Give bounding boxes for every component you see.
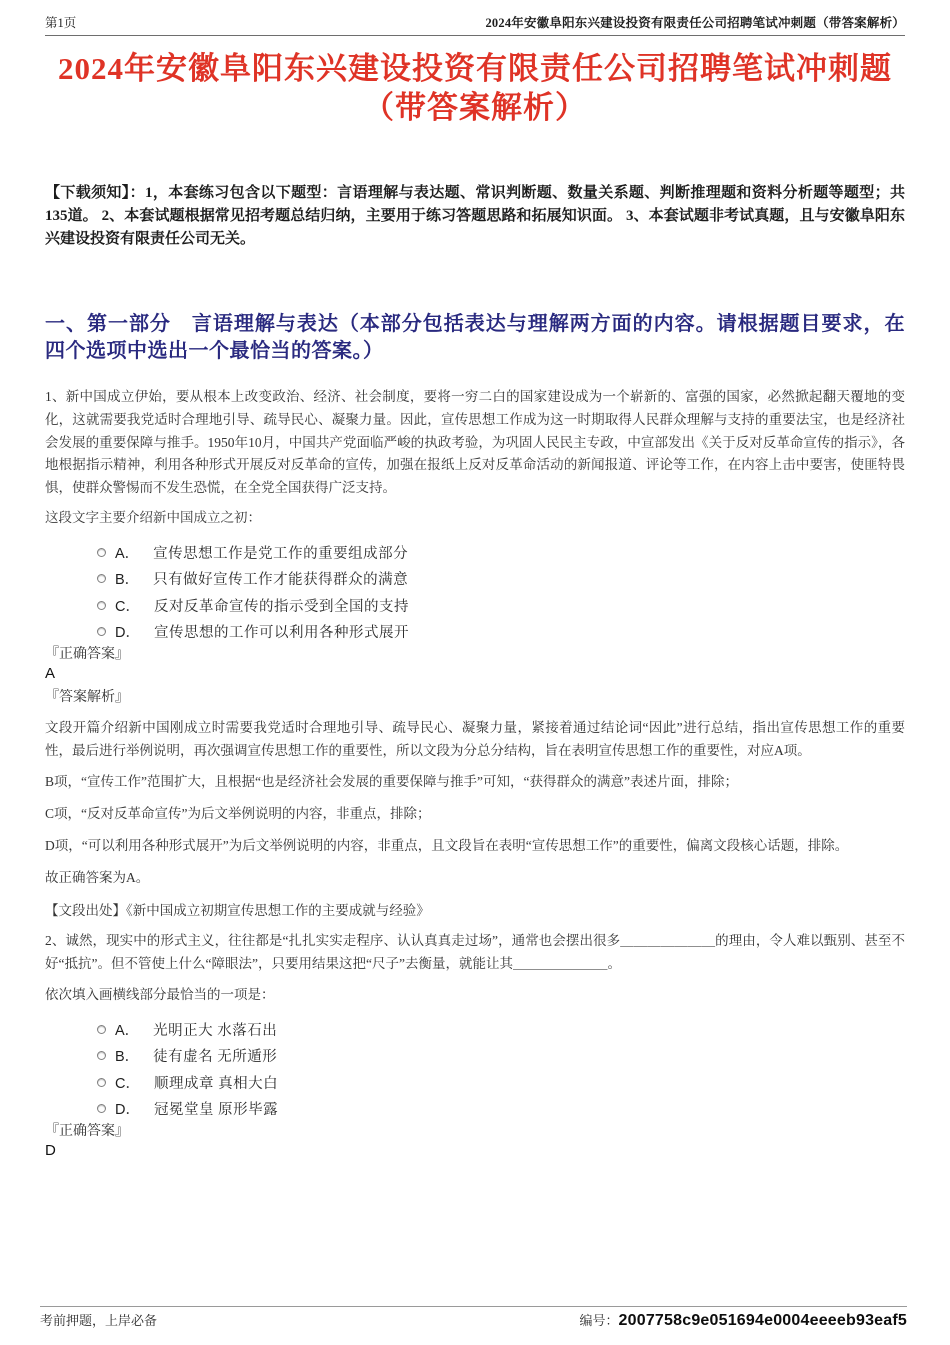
download-notice: 【下载须知】：1，本套练习包含以下题型：言语理解与表达题、常识判断题、数量关系题、判断推理题和资料分析题等题型；共135道。 2、本套试题根据常见招考题总结归纳，主要用于练习答题思路和拓展知识面。 3、本套试题非考试真题，且与安徽阜阳东兴建设投资有限责任公司无关。 [45, 185, 905, 247]
question-2-prompt: 依次填入画横线部分最恰当的一项是： [45, 986, 275, 1002]
document-title [45, 49, 905, 127]
option-letter: C． [115, 598, 140, 615]
option-row-b[interactable] [97, 565, 905, 592]
question-2-stem: 2、诚然，现实中的形式主义，往往都是“扎扎实实走程序、认认真真走过场”，通常也会摆出很多＿＿＿＿＿＿＿的理由，令人难以甄别、甚至不好“抵抗”。但不管使上什么“障眼法”，只要用结果这把“尺子”去衡量，就能让其＿＿＿＿＿＿＿。 [45, 933, 905, 972]
question-2-options [97, 1016, 905, 1122]
page-number: 第1页 [45, 16, 77, 30]
radio-button-icon[interactable] [97, 627, 106, 636]
header-divider [45, 35, 905, 36]
option-letter: A． [115, 1022, 140, 1039]
radio-button-icon[interactable] [97, 1051, 106, 1060]
option-row-c[interactable] [97, 1069, 905, 1096]
option-letter: A． [115, 545, 140, 562]
option-letter: B． [115, 1049, 140, 1065]
analysis-paragraph: B项，“宣传工作”范围扩大，且根据“也是经济社会发展的重要保障与推手”可知，“获得群众的满意”表述片面，排除； [45, 774, 738, 790]
footer-serial-value: 2007758c9e051694e0004eeeeb93eaf5 [618, 1312, 907, 1329]
footer-serial [580, 1310, 907, 1330]
section-heading: 一、第一部分 言语理解与表达（本部分包括表达与理解两方面的内容。请根据题目要求，在四个选项中选出一个最恰当的答案。） [45, 313, 905, 362]
page-header [45, 14, 905, 32]
option-text: 光明正大 水落石出 [153, 1022, 278, 1039]
option-text: 顺理成章 真相大白 [153, 1075, 279, 1092]
option-text: 宣传思想的工作可以利用各种形式展开 [153, 625, 409, 642]
footer-slogan: 考前押题，上岸必备 [40, 1313, 158, 1328]
analysis-conclusion: 故正确答案为A。 [45, 869, 150, 885]
correct-answer-value: A [45, 664, 56, 682]
option-text: 宣传思想工作是党工作的重要组成部分 [153, 545, 409, 562]
question-1-options [97, 539, 905, 645]
radio-button-icon[interactable] [97, 601, 106, 610]
radio-button-icon[interactable] [97, 574, 106, 583]
analysis-paragraph: C项，“反对反革命宣传”为后文举例说明的内容，非重点，排除； [45, 806, 431, 822]
footer-divider [40, 1306, 907, 1307]
option-text: 只有做好宣传工作才能获得群众的满意 [153, 572, 409, 589]
option-letter: C． [115, 1075, 140, 1092]
page-footer [40, 1306, 907, 1330]
option-letter: D． [115, 625, 140, 642]
option-letter: B． [115, 572, 140, 589]
option-row-a[interactable] [97, 1016, 905, 1043]
header-doc-title: 2024年安徽阜阳东兴建设投资有限责任公司招聘笔试冲刺题（带答案解析） [485, 16, 905, 30]
radio-button-icon[interactable] [97, 1104, 106, 1113]
analysis-paragraph: 文段开篇介绍新中国刚成立时需要我党适时合理地引导、疏导民心、凝聚力量，紧接着通过结论词“因此”进行总结，指出宣传思想工作的重要性，最后进行举例说明，再次强调宣传思想工作的重要性，所以文段为分总分结构，旨在表明宣传思想工作的重要性，对应A项。 [45, 719, 905, 758]
correct-answer-label: 『正确答案』 [45, 646, 129, 662]
analysis-paragraph: D项，“可以利用各种形式展开”为后文举例说明的内容，非重点，且文段旨在表明“宣传思想工作”的重要性，偏离文段核心话题，排除。 [45, 837, 849, 853]
question-1-prompt: 这段文字主要介绍新中国成立之初： [45, 509, 261, 525]
source-line: 【文段出处】《新中国成立初期宣传思想工作的主要成就与经验》 [45, 902, 430, 918]
analysis-label: 『答案解析』 [45, 689, 129, 705]
option-text: 冠冕堂皇 原形毕露 [153, 1102, 279, 1118]
option-row-c[interactable] [97, 592, 905, 619]
option-row-b[interactable] [97, 1042, 905, 1069]
radio-button-icon[interactable] [97, 1025, 106, 1034]
radio-button-icon[interactable] [97, 548, 106, 557]
document-title-line2: （带答案解析） [363, 90, 587, 125]
document-title-line1: 2024年安徽阜阳东兴建设投资有限责任公司招聘笔试冲刺题 [58, 51, 892, 86]
option-text: 反对反革命宣传的指示受到全国的支持 [153, 598, 409, 615]
footer-serial-label: 编号： [579, 1313, 619, 1328]
question-1-stem: 1、新中国成立伊始，要从根本上改变政治、经济、社会制度，要将一穷二白的国家建设成为一个崭新的、富强的国家，必然掀起翻天覆地的变化，这就需要我党适时合理地引导、疏导民心、凝聚力量。因此，宣传思想工作成为这一时期取得人民群众理解与支持的重要法宝，也是经济社会发展的重要保障与推手。1950年10月，中国共产党面临严峻的执政考验，为巩固人民民主专政，中宣部发出《关于反对反革命宣传的指示》，各地根据指示精神，利用各种形式开展反对反革命的宣传，加强在报纸上反对反革命活动的新闻报道、评论等工作，在内容上击中要害，使匪特畏惧，使群众警惕而不发生恐慌，在全党全国获得广泛支持。 [45, 389, 905, 496]
option-row-d[interactable] [97, 1095, 905, 1122]
option-row-a[interactable] [97, 539, 905, 566]
option-row-d[interactable] [97, 618, 905, 645]
correct-answer-value: D [45, 1141, 56, 1159]
correct-answer-label: 『正确答案』 [45, 1123, 129, 1139]
radio-button-icon[interactable] [97, 1078, 106, 1087]
option-text: 徒有虚名 无所遁形 [153, 1049, 278, 1065]
option-letter: D． [115, 1102, 140, 1118]
